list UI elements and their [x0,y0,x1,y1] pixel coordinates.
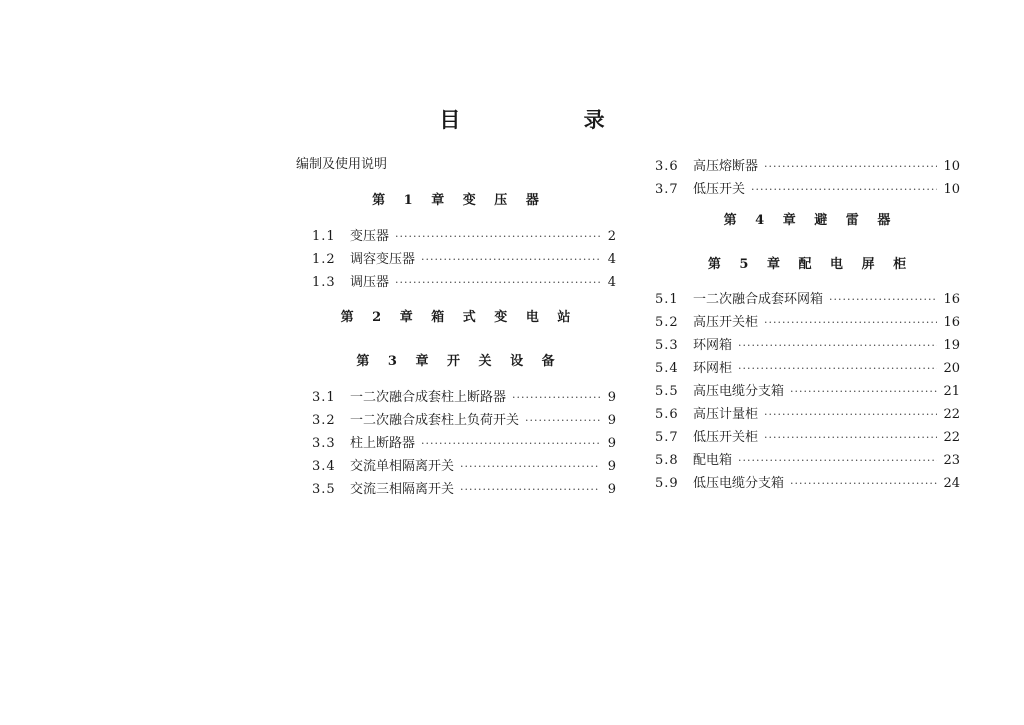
leader-dots [764,403,937,426]
toc-entry [296,271,616,294]
chapter-heading: 第 5 章 配 电 屏 柜 [707,257,908,272]
entry-page: 9 [607,482,616,497]
entry-number: 5.9 [655,476,679,491]
entry-number: 3.2 [312,413,336,428]
entry-title: 高压开关柜 [693,315,759,330]
leader-dots [421,432,600,455]
toc-entry [296,225,616,248]
entry-number: 5.2 [655,315,679,330]
leader-dots [395,225,600,248]
toc-entry [655,426,960,449]
leader-dots [738,334,937,357]
toc-entry [296,248,616,271]
entry-title: 低压电缆分支箱 [693,476,785,491]
entry-title: 配电箱 [693,453,733,468]
entry-title: 交流单相隔离开关 [350,459,455,474]
leader-dots [829,288,937,311]
toc-entry [655,334,960,357]
entry-title: 调容变压器 [350,252,416,267]
entry-number: 3.4 [312,459,336,474]
leader-dots [460,478,600,501]
chapter-heading: 第 2 章 箱 式 变 电 站 [340,310,572,325]
entry-number: 3.6 [655,159,679,174]
entry-title: 低压开关柜 [693,430,759,445]
toc-entry [296,386,616,409]
leader-dots [512,386,600,409]
toc-entry [655,472,960,495]
entry-page: 16 [943,315,960,330]
entry-number: 5.1 [655,292,679,307]
entry-page: 2 [607,229,616,244]
entry-page: 10 [943,182,960,197]
toc-entry [296,478,616,501]
entry-page: 9 [607,390,616,405]
leader-dots [395,271,600,294]
toc-entry [655,155,960,178]
leader-dots [525,409,600,432]
entry-title: 变压器 [350,229,390,244]
leader-dots [460,455,600,478]
toc-entry [296,409,616,432]
entry-page: 9 [607,459,616,474]
entry-title: 高压计量柜 [693,407,759,422]
entry-number: 5.6 [655,407,679,422]
toc-entry [296,432,616,455]
entry-page: 9 [607,413,616,428]
toc-entry [655,288,960,311]
leader-dots [738,449,937,472]
entry-number: 1.3 [312,275,336,290]
toc-intro: 编制及使用说明 [296,157,388,172]
toc-entry [655,311,960,334]
entry-page: 21 [943,384,960,399]
toc-entry [655,357,960,380]
entry-page: 9 [607,436,616,451]
leader-dots [751,178,937,201]
entry-title: 一二次融合成套柱上负荷开关 [350,413,520,428]
entry-number: 5.8 [655,453,679,468]
entry-title: 调压器 [350,275,390,290]
toc-entry [655,178,960,201]
entry-number: 3.7 [655,182,679,197]
leader-dots [790,472,937,495]
entry-number: 5.5 [655,384,679,399]
entry-title: 柱上断路器 [350,436,416,451]
leader-dots [790,380,937,403]
entry-title: 高压熔断器 [693,159,759,174]
chapter-heading: 第 1 章 变 压 器 [372,193,540,208]
entry-number: 5.7 [655,430,679,445]
leader-dots [421,248,600,271]
chapter-heading: 第 3 章 开 关 设 备 [356,354,556,369]
entry-page: 4 [607,275,616,290]
entry-page: 19 [943,338,960,353]
entry-page: 16 [943,292,960,307]
entry-page: 22 [943,407,960,422]
toc-left-column [296,155,616,501]
leader-dots [764,426,937,449]
toc-entry [655,403,960,426]
leader-dots [764,155,937,178]
entry-number: 1.2 [312,252,336,267]
toc-entry [655,449,960,472]
entry-title: 一二次融合成套环网箱 [693,292,824,307]
leader-dots [738,357,937,380]
entry-number: 1.1 [312,229,336,244]
entry-title: 高压电缆分支箱 [693,384,785,399]
entry-number: 3.3 [312,436,336,451]
toc-list-ch3-cont [655,155,960,201]
entry-number: 5.3 [655,338,679,353]
entry-number: 3.5 [312,482,336,497]
entry-page: 22 [943,430,960,445]
leader-dots [764,311,937,334]
toc-entry [655,380,960,403]
entry-page: 23 [943,453,960,468]
page-title: 目 录 [439,107,663,132]
toc-entry [296,455,616,478]
entry-page: 20 [943,361,960,376]
entry-title: 低压开关 [693,182,746,197]
entry-title: 交流三相隔离开关 [350,482,455,497]
toc-list-ch1 [296,225,616,294]
entry-page: 4 [607,252,616,267]
entry-title: 环网柜 [693,361,733,376]
entry-page: 10 [943,159,960,174]
entry-page: 24 [943,476,960,491]
chapter-heading: 第 4 章 避 雷 器 [723,213,892,228]
entry-title: 环网箱 [693,338,733,353]
entry-number: 3.1 [312,390,336,405]
toc-list-ch5 [655,288,960,495]
entry-number: 5.4 [655,361,679,376]
toc-right-column [655,155,960,495]
entry-title: 一二次融合成套柱上断路器 [350,390,507,405]
toc-list-ch3 [296,386,616,501]
